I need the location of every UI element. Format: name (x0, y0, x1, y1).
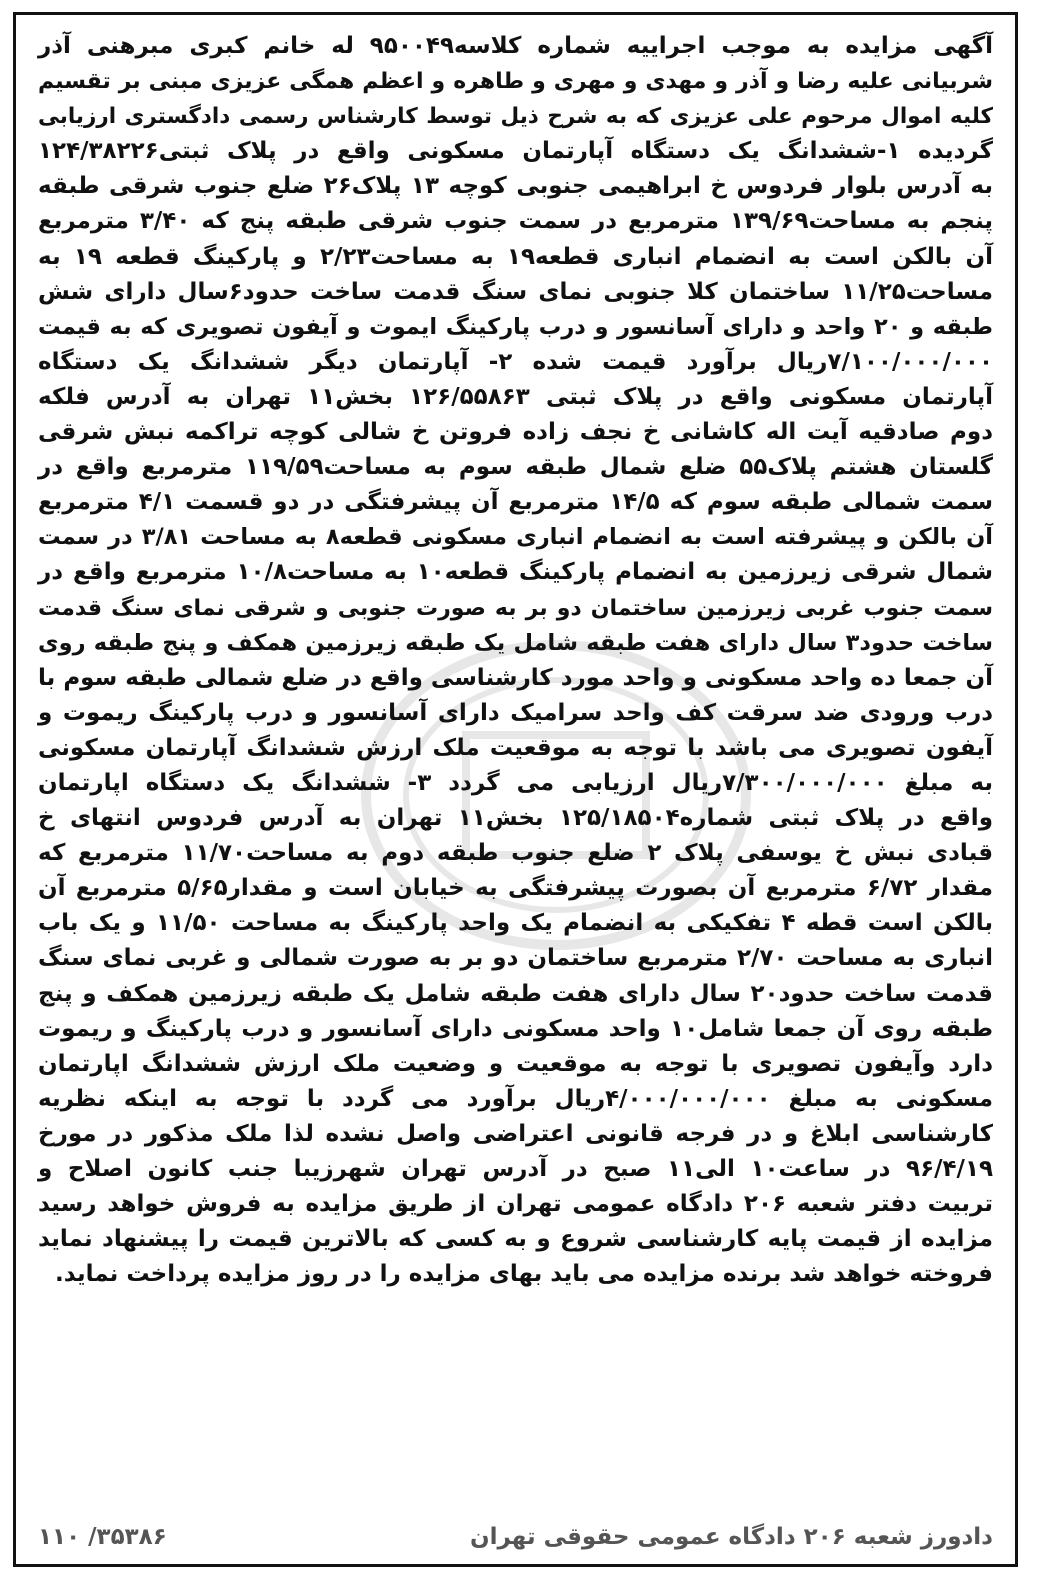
notice-line: گردیده ۱-ششدانگ یک دستگاه آپارتمان مسکونی واقع در پلاک ثبتی۱۲۴/۳۸۲۲۶ (38, 138, 994, 165)
notice-line: مقدار ۶/۷۲ مترمربع آن بصورت پیشرفتگی به خیابان است و مقدار۵/۶۵ مترمربع آن (38, 875, 993, 902)
notice-line: بالکن است قطه ۴ تفکیکی به انضمام یک واحد پارکینگ به مساحت ۱۱/۵۰ و یک باب (38, 910, 993, 937)
notice-line: سمت جنوب غربی زیرزمین ساختمان دو بر به صورت جنوبی و شرقی نمای سنگ قدمت (38, 595, 993, 621)
notice-line: آگهی مزایده به موجب اجراییه شماره کلاسه۹۵۰۰۴۹ له خانم کبری مبرهنی آذر (38, 33, 993, 59)
notice-line: مزایده از قیمت پایه کارشناسی شروع و به کسی که بالاترین قیمت را پیشنهاد نماید (38, 1226, 993, 1253)
notice-line: انباری به مساحت ۲/۷۰ مترمربع ساختمان دو بر به صورت شمالی و غربی نمای سنگ (38, 945, 993, 972)
notice-line: واقع در پلاک ثبتی شماره۱۲۵/۱۸۵۰۴ بخش۱۱ تهران به آدرس فردوس انتهای خ (38, 805, 993, 832)
notice-line: آن بالکن و پیشرفته است به انضمام انباری مسکونی قطعه۸ به مساحت ۳/۸۱ در سمت (38, 524, 993, 551)
notice-line: به مبلغ ۷/۳۰۰/۰۰۰/۰۰۰ریال ارزیابی می گردد ۳- ششدانگ یک دستگاه اپارتمان (38, 769, 993, 796)
notice-line: دوم صادقیه آیت اله کاشانی خ نجف زاده فروتن خ شالی کوچه تراکمه نبش شرقی (38, 419, 993, 446)
notice-line: طبقه و ۲۰ واحد و دارای آسانسور و درب پارکینگ ایموت و آیفون تصویری که به قیمت (38, 313, 993, 340)
notice-line: شمال شرقی زیرزمین به انضمام پارکینگ قطعه۱۰ به مساحت۱۰/۸ مترمربع واقع در (38, 559, 993, 586)
notice-footer (38, 1524, 993, 1550)
reference-number: ۳۵۳۸۶/ ۱۱۰ (38, 1524, 167, 1550)
notice-line: شربیانی علیه رضا و آذر و مهدی و مهری و طاهره و اعظم همگی عزیزی مبنی بر تقسیم (38, 69, 993, 95)
notice-frame (13, 12, 1018, 1567)
notice-line: دارد وآیفون تصویری با توجه به موقعیت و وضعیت ملک ارزش ششدانگ اپارتمان (38, 1050, 993, 1077)
notice-line: گلستان هشتم پلاک۵۵ ضلع شمال طبقه سوم به مساحت۱۱۹/۵۹ مترمربع واقع در (38, 454, 993, 481)
notice-line: آپارتمان مسکونی واقع در پلاک ثبتی ۱۲۶/۵۵۸۶۳ بخش۱۱ تهران به آدرس فلکه (38, 383, 993, 410)
notice-line: طبقه روی آن جمعا شامل۱۰ واحد مسکونی دارای آسانسور و درب پارکینگ و ریموت (38, 1015, 993, 1042)
notice-line: مسکونی به مبلغ ۴/۰۰۰/۰۰۰/۰۰۰ریال برآورد می گردد با توجه به اینکه نظریه (38, 1085, 993, 1112)
notice-line: به آدرس بلوار فردوس خ ابراهیمی جنوبی کوچه ۱۳ پلاک۲۶ ضلع جنوب شرقی طبقه (38, 173, 993, 200)
notice-line: سمت شمالی طبقه سوم که ۱۴/۵ مترمربع آن پیشرفتگی در دو قسمت ۴/۱ مترمربع (38, 489, 994, 516)
notice-line: ۹۶/۴/۱۹ در ساعت۱۰ الی۱۱ صبح در آدرس تهران شهرزیبا جنب کانون اصلاح و (38, 1156, 994, 1182)
notice-line: کلیه اموال مرحوم علی عزیزی که به شرح ذیل توسط کارشناس رسمی دادگستری ارزیابی (38, 104, 993, 130)
notice-line: ساخت حدود۳ سال دارای هفت طبقه شامل یک طبقه زیرزمین همکف و پنج طبقه روی (38, 629, 993, 656)
notice-line: ۷/۱۰۰/۰۰۰/۰۰۰ریال برآورد قیمت شده ۲- آپارتمان دیگر ششدانگ یک دستگاه (38, 348, 993, 375)
notice-line: مساحت۱۱/۲۵ ساختمان کلا جنوبی نمای سنگ قدمت ساخت حدود۶سال دارای شش (38, 278, 993, 305)
notice-line: درب ورودی ضد سرقت کف واحد سرامیک دارای آسانسور و درب پارکینگ ریموت و (38, 699, 993, 726)
notice-line: قدمت ساخت حدود۲۰ سال دارای هفت طبقه شامل یک طبقه زیرزمین همکف و پنج (38, 980, 993, 1007)
notice-line: آن جمعا ده واحد مسکونی و واحد مورد کارشناسی واقع در ضلع شمالی طبقه سوم با (38, 664, 993, 691)
notice-line: آیفون تصویری می باشد با توجه به موقعیت ملک ارزش ششدانگ آپارتمان مسکونی (38, 734, 993, 761)
notice-line: کارشناسی ابلاغ و در فرجه قانونی اعتراضی واصل نشده لذا ملک مذکور در مورخ (38, 1120, 993, 1147)
issuer-signature: دادورز شعبه ۲۰۶ دادگاه عمومی حقوقی تهران (469, 1524, 993, 1550)
notice-line: فروخته خواهد شد برنده مزایده می باید بهای مزایده را در روز مزایده پرداخت نماید. (54, 1261, 993, 1288)
notice-line: پنجم به مساحت۱۳۹/۶۹ مترمربع در سمت جنوب شرقی طبقه پنج که ۳/۴۰ مترمربع (38, 208, 993, 235)
notice-line: آن بالکن است به انضمام انباری قطعه۱۹ به مساحت۲/۲۳ و پارکینگ قطعه ۱۹ به (38, 243, 993, 270)
notice-line: تربیت دفتر شعبه ۲۰۶ دادگاه عمومی تهران از طریق مزایده به فروش خواهد رسید (38, 1191, 993, 1218)
notice-line: قبادی نبش خ یوسفی پلاک ۲ ضلع جنوب طبقه دوم به مساحت۱۱/۷۰ مترمربع که (38, 840, 994, 867)
notice-body (38, 29, 993, 1292)
